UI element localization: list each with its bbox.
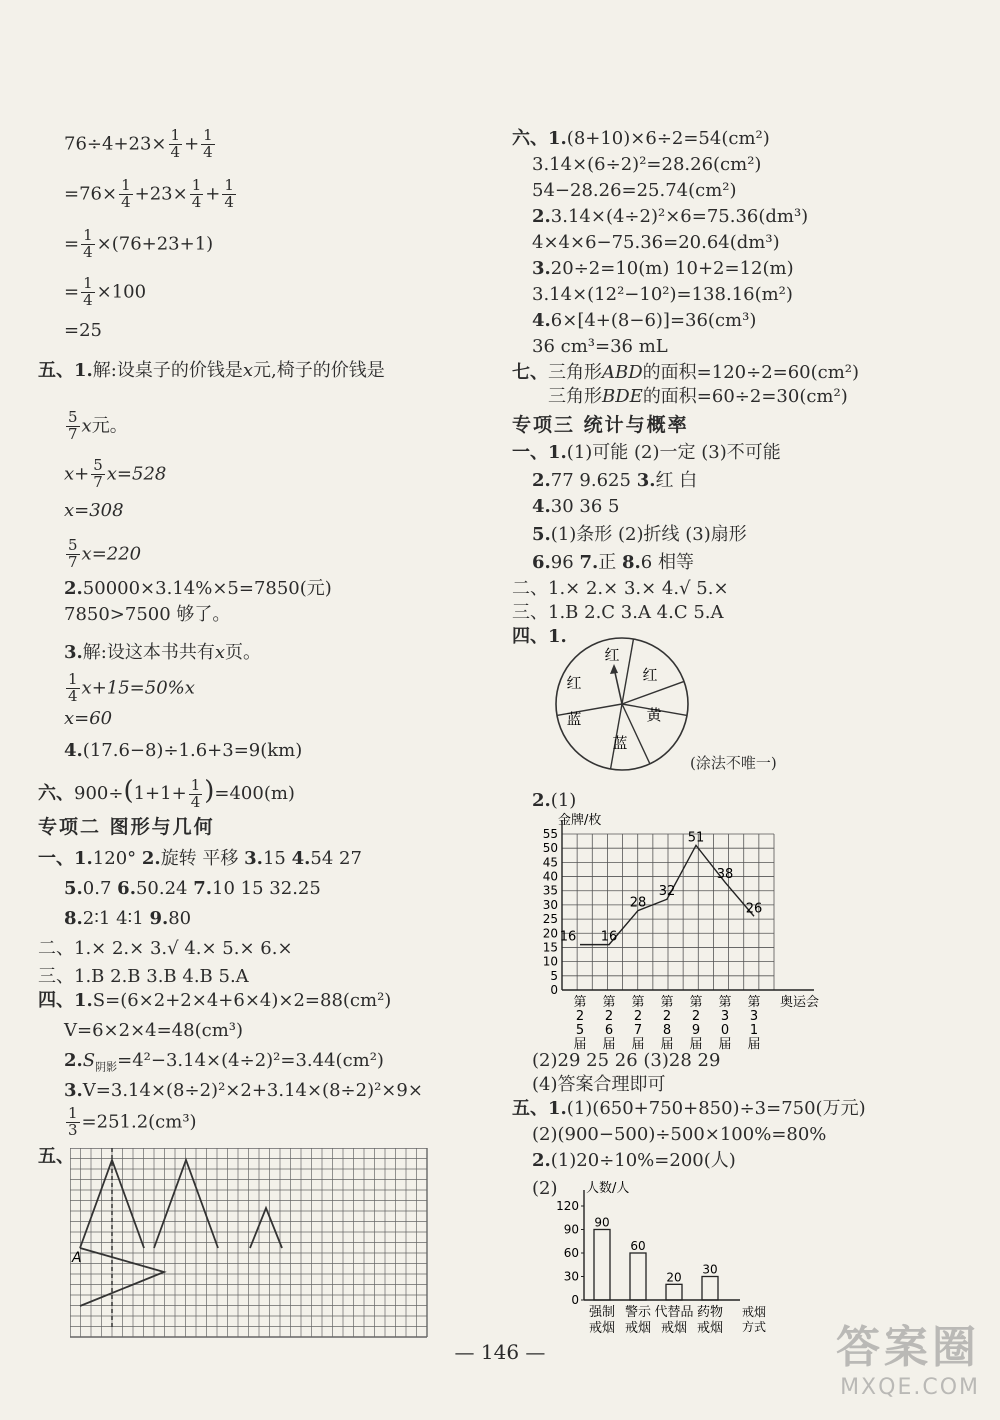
fraction: $\frac{5}{7}$	[93, 456, 103, 491]
spinner-pointer-head	[610, 664, 618, 674]
topic-2-q5-label: 五、	[38, 1146, 74, 1167]
spinner-label: 黄	[646, 706, 662, 724]
topic-3-s5-l4: (2)	[532, 1178, 558, 1199]
r-section-6-l7: 3.14×(12²−10²)=138.16(m²)	[532, 284, 793, 305]
x-tick-label: 第 2 7 届	[631, 995, 645, 1050]
spinner-label: 蓝	[612, 734, 628, 752]
y-tick-label: 5	[550, 968, 558, 983]
topic-3-row-8: 四、1.	[512, 626, 567, 647]
page-number: — 146 —	[454, 1340, 546, 1364]
x-tick-label: 第 2 5 届	[573, 995, 587, 1050]
line-chart-xlabel: 奥运会	[780, 995, 820, 1010]
line-chart-ylabel: 金牌/枚	[558, 813, 602, 828]
equation-line-5: =25	[64, 320, 102, 341]
medal-line-chart	[532, 810, 832, 1050]
y-tick-label: 25	[542, 912, 558, 927]
topic-2-heading: 专项二 图形与几何	[38, 816, 215, 838]
bar	[594, 1230, 610, 1301]
topic-3-row-3: 4.30 36 5	[532, 496, 620, 517]
topic-2-row-1: 一、1.120° 2.旋转 平移 3.15 4.54 27	[38, 848, 362, 869]
topic-2-row-6: 四、1.S=(6×2+2×4+6×4)×2=88(cm²)	[38, 990, 392, 1011]
bar-value-label: 60	[630, 1239, 646, 1253]
fraction: $\frac{1}{4}$	[190, 775, 201, 811]
section-6: 六、900÷(1+1+ $\frac{1}{4}$ )=400(m)	[38, 775, 295, 811]
section-5-q1-eq1: x+ $\frac{5}{7}$ x=528	[64, 456, 167, 491]
topic-3-row-7: 三、1.B 2.C 3.A 4.C 5.A	[512, 602, 724, 623]
line-chart-yticks	[543, 827, 558, 997]
fraction: $\frac{1}{4}$	[68, 670, 78, 705]
bar-chart-xlabels	[589, 1304, 723, 1336]
topic-3-row-6: 二、1.× 2.× 3.× 4.√ 5.×	[512, 578, 729, 599]
topic-3-row-1: 一、1.(1)可能 (2)一定 (3)不可能	[512, 442, 781, 463]
topic-3-q2-label: 2.(1)	[532, 790, 577, 811]
y-tick-label: 60	[563, 1246, 579, 1260]
equation-line-1: 76÷4+23× $\frac{1}{4}$ + $\frac{1}{4}$	[64, 126, 213, 161]
r-section-6-l9: 36 cm³=36 mL	[532, 336, 668, 357]
spinner-label: 红	[642, 666, 658, 684]
line-chart-series	[560, 830, 763, 944]
watermark: 答案圈 MXQE.COM	[836, 1322, 980, 1400]
topic-2-row-5: 三、1.B 2.B 3.B 4.B 5.A	[38, 966, 249, 987]
section-5-q3: 3.解:设这本书共有x页。	[64, 642, 262, 663]
line-chart-xlabels	[573, 995, 760, 1050]
x-tick-label: 第 2 8 届	[660, 995, 674, 1050]
y-tick-label: 15	[542, 940, 558, 955]
topic-2-row-7: V=6×2×4=48(cm³)	[64, 1020, 243, 1041]
y-tick-label: 20	[542, 926, 558, 941]
topic-3-s5-l2: (2)(900−500)÷500×100%=80%	[532, 1124, 827, 1145]
topic-2-row-8: $2.S_{阴影}=4^2-3.14\times(4\div 2)^2=3.44(cm^2)$	[64, 1050, 384, 1074]
fraction: $\frac{1}{4}$	[203, 126, 213, 161]
topic-3-q2-answer-2: (4)答案合理即可	[532, 1074, 666, 1095]
x-tick-label: 第 3 1 届	[747, 995, 761, 1050]
data-label: 32	[658, 884, 676, 900]
r-section-6-l5: 4×4×6−75.36=20.64(dm³)	[532, 232, 780, 253]
x-tick-label: 强制戒烟	[588, 1305, 616, 1336]
y-tick-label: 30	[542, 897, 558, 912]
shape-small-triangle	[250, 1208, 282, 1248]
r-section-6-l8: 4.6×[4+(8−6)]=36(cm³)	[532, 310, 757, 331]
spinner-label: 蓝	[566, 710, 582, 728]
topic-3-row-2: 2.77 9.625 3.红 白	[532, 470, 698, 491]
section-5-q2-line2: 7850>7500 够了。	[64, 604, 231, 625]
bar-value-label: 30	[702, 1262, 718, 1277]
fraction: $\frac{1}{4}$	[83, 274, 93, 309]
spinner-label: 红	[604, 646, 620, 664]
spinner-division-line	[622, 639, 633, 704]
section-5-q4: 4.(17.6−8)÷1.6+3=9(km)	[64, 740, 303, 761]
spinner-figure	[548, 634, 718, 774]
r-section-7-l2: 三角形BDE的面积=60÷2=30(cm²)	[548, 386, 848, 407]
r-section-7-l1: 七、三角形ABD的面积=120÷2=60(cm²)	[512, 362, 860, 383]
topic-2-row-4: 二、1.× 2.× 3.√ 4.× 5.× 6.×	[38, 938, 293, 959]
spinner-note: (涂法不唯一)	[690, 754, 777, 772]
topic-2-row-10: $\frac{1}{3}$ =251.2(cm³)	[68, 1104, 197, 1139]
section-5-q1-eq3: $\frac{5}{7}$ x=220	[68, 536, 142, 571]
bar-value-label: 90	[594, 1215, 610, 1230]
y-tick-label: 120	[556, 1199, 579, 1213]
topic-3-s5-l3: 2.(1)20÷10%=200(人)	[532, 1150, 736, 1171]
smoking-bar-chart	[556, 1176, 776, 1354]
fraction: $\frac{5}{7}$	[68, 408, 78, 443]
equation-line-2: =76× $\frac{1}{4}$ +23× $\frac{1}{4}$ + $\frac{1}{4}$	[64, 176, 234, 211]
fraction: $\frac{1}{4}$	[170, 126, 181, 161]
topic-3-heading: 专项三 统计与概率	[512, 414, 689, 436]
x-tick-label: 药物戒烟	[696, 1305, 724, 1336]
topic-3-row-5: 6.96 7.正 8.6 相等	[532, 552, 694, 573]
section-5-q1-line2: $\frac{5}{7}$ x元。	[68, 408, 128, 443]
r-section-6-l1: 六、1.(8+10)×6÷2=54(cm²)	[512, 128, 770, 149]
x-tick-label: 第 3 0 届	[718, 995, 732, 1050]
fraction: $\frac{1}{3}$	[68, 1104, 78, 1139]
bar-chart-xlabel: 戒烟方式	[742, 1305, 767, 1334]
topic-2-grid-figure	[70, 1148, 430, 1338]
spinner-label: 红	[566, 674, 582, 692]
grid-lines	[70, 1148, 427, 1337]
topic-2-row-3: 8.2∶1 4∶1 9.80	[64, 908, 192, 929]
y-tick-label: 10	[542, 954, 558, 969]
data-label: 16	[600, 929, 618, 945]
r-section-6-l3: 54−28.26=25.74(cm²)	[532, 180, 737, 201]
y-tick-label: 30	[563, 1269, 579, 1284]
fraction: $\frac{1}{4}$	[121, 176, 131, 211]
bar	[630, 1253, 646, 1300]
bar	[702, 1277, 718, 1301]
r-section-6-l2: 3.14×(6÷2)²=28.26(cm²)	[532, 154, 762, 175]
section-5-q2: 2.50000×3.14%×5=7850(元)	[64, 578, 332, 599]
x-tick-label: 代替品戒烟	[654, 1305, 694, 1336]
topic-3-row-4: 5.(1)条形 (2)折线 (3)扇形	[532, 524, 747, 545]
y-tick-label: 35	[542, 883, 558, 898]
bar-value-label: 20	[666, 1270, 682, 1285]
bar-chart-yticks	[556, 1199, 584, 1307]
y-tick-label: 0	[550, 983, 558, 997]
spinner-labels	[566, 646, 662, 752]
shape-rotated-triangle	[80, 1248, 164, 1306]
topic-3-s5-l1: 五、1.(1)(650+750+850)÷3=750(万元)	[512, 1098, 866, 1119]
fraction: $\frac{1}{4}$	[224, 176, 234, 211]
r-section-6-l4: 2.3.14×(4÷2)²×6=75.36(dm³)	[532, 206, 809, 227]
y-tick-label: 50	[542, 841, 558, 856]
fraction: $\frac{5}{7}$	[68, 536, 78, 571]
equation-line-3: = $\frac{1}{4}$ ×(76+23+1)	[64, 226, 214, 261]
data-label: 26	[745, 901, 763, 917]
section-5-q3-eq2: x=60	[64, 708, 113, 729]
data-label: 51	[687, 830, 705, 846]
fraction: $\frac{1}{4}$	[83, 226, 93, 261]
section-5-q1: 五、1.解:设桌子的价钱是x元,椅子的价钱是	[38, 360, 385, 381]
section-5-q1-eq2: x=308	[64, 500, 124, 521]
bar-chart-ylabel: 人数/人	[586, 1181, 630, 1196]
x-tick-label: 第 2 9 届	[689, 995, 703, 1050]
y-tick-label: 55	[542, 827, 558, 841]
bar-chart-bars	[594, 1216, 718, 1301]
y-tick-label: 45	[542, 855, 558, 870]
fraction: $\frac{1}{4}$	[191, 176, 202, 211]
point-a-label: A	[72, 1250, 82, 1266]
data-label: 16	[559, 929, 577, 945]
y-tick-label: 40	[542, 869, 558, 884]
r-section-6-l6: 3.20÷2=10(m) 10+2=12(m)	[532, 258, 794, 279]
data-label: 28	[629, 895, 647, 911]
topic-2-row-9: 3.V=3.14×(8÷2)²×2+3.14×(8÷2)²×9×	[64, 1080, 423, 1101]
equation-line-4: = $\frac{1}{4}$ ×100	[64, 274, 147, 309]
spinner-pointer	[614, 668, 622, 704]
x-tick-label: 第 2 6 届	[602, 995, 616, 1050]
y-tick-label: 0	[571, 1293, 579, 1307]
spinner-division-line	[622, 681, 684, 704]
shape-middle-triangle	[154, 1160, 218, 1248]
y-tick-label: 90	[563, 1222, 579, 1237]
section-5-q3-eq1: $\frac{1}{4}$ x+15=50%x	[68, 670, 195, 705]
bar	[666, 1284, 682, 1300]
data-label: 38	[716, 867, 734, 883]
topic-3-q2-answer-1: (2)29 25 26 (3)28 29	[532, 1050, 721, 1071]
x-tick-label: 警示戒烟	[624, 1305, 652, 1336]
topic-2-row-2: 5.0.7 6.50.24 7.10 15 32.25	[64, 878, 321, 899]
